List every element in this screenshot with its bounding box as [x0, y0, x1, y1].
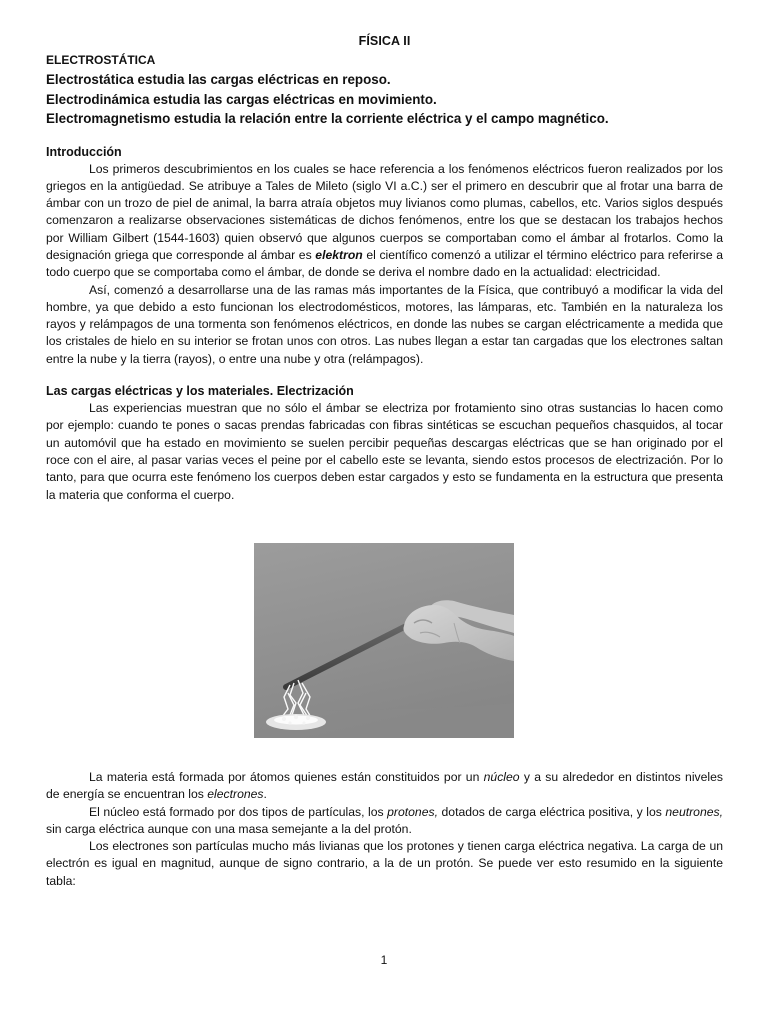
emphasis-protons: protones,: [387, 804, 438, 819]
rod-electrification-photo: [254, 543, 514, 738]
matter-paragraph-3: Los electrones son partículas mucho más livianas que los protones y tienen carga eléctrica negativa. La carga de un electrón es igual en magnitud, aunque de signo contrario, a la de un protón. Se puede ver esto resumido en la siguiente tabla:: [46, 839, 723, 888]
matter-paragraph-1: [46, 769, 723, 804]
emphasis-nucleus: núcleo: [483, 770, 520, 784]
matter-p1-text-b: y a su alrededor en distintos niveles de energía se encuentran los: [46, 770, 723, 802]
matter-p2-text-c: sin carga eléctrica aunque con una masa semejante a la del protón.: [46, 821, 412, 836]
matter-p1-text-c: .: [263, 787, 267, 802]
matter-p1-text-a: La materia está formada por átomos quienes están constituidos por un: [89, 770, 484, 784]
definition-electrostatics: Electrostática estudia las cargas eléctricas en reposo.: [46, 72, 391, 87]
intro-paragraph-2: Así, comenzó a desarrollarse una de las ramas más importantes de la Física, que contribuyó a modificar la vida del hombre, ya que debido a esto funcionan los electrodomésticos, motores, las lámparas, etc. También en la naturaleza los rayos y relámpagos de una tormenta son fenómenos eléctricos, en donde las nubes se cargan eléctricamente a medida que los cristales de hielo en su interior se frotan unos con otros. Las nubes llegan a estar tan cargadas que los electrones saltan entre la nube y la tierra (rayos), o entre una nube y otra (relámpagos).: [46, 282, 723, 366]
document-page: [46, 34, 723, 888]
intro-paragraph-1: [46, 161, 723, 282]
matter-paragraph-2: [46, 804, 723, 839]
page-number: 1: [380, 953, 388, 967]
matter-p2-text-b: dotados de carga eléctrica positiva, y los: [437, 804, 666, 819]
electrification-paragraph: Las experiencias muestran que no sólo el ámbar se electriza por frotamiento sino otras sustancias lo hacen como por ejemplo: cuando te pones o sacas prendas fabricadas con fibras sintéticas se escuchan pequeños chasquidos, al tocar un automóvil que ha estado en movimiento se suelen percibir pequeñas descargas eléctricas que se han originado por el roce con el aire, al pasar varias veces el peine por el cabello este se levanta, siendo estos procesos de electrización. Por lo tanto, para que ocurra este fenómeno los cuerpos deben estar cargados y esto se fundamenta en la estructura que presenta la materia que conforma el cuerpo.: [46, 401, 723, 502]
definition-electromagnetism: Electromagnetismo estudia la relación entre la corriente eléctrica y el campo magnético.: [46, 111, 609, 126]
matter-p2-text-a: El núcleo está formado por dos tipos de partículas, los: [89, 804, 388, 819]
emphasis-neutrons: neutrones,: [665, 804, 723, 819]
section-title-electrostatics: ELECTROSTÁTICA: [46, 53, 156, 67]
emphasis-elektron: elektron: [315, 247, 363, 262]
electrification-heading: Las cargas eléctricas y los materiales. Electrización: [46, 384, 354, 399]
intro-p1-text-a: Los primeros descubrimientos en los cuales se hace referencia a los fenómenos eléctricos fueron realizados por los griegos en la antigüedad. Se atribuye a Tales de Mileto (siglo VI a.C.) ser el primero en descubrir que al frotar una barra de ámbar con un trozo de piel de animal, la barra atraía objetos muy livianos como plumas, cabellos, etc. Varios siglos después comenzaron a realizarse observaciones sistemáticas de dichos fenómenos, entre los que se destacan los trabajos hechos por William Gilbert (1544-1603) quien observó que algunos cuerpos se comportaban como el ámbar al frotarlos. Como la designación griega que corresponde al ámbar es: [46, 161, 723, 262]
definition-electrodynamics: Electrodinámica estudia las cargas eléctricas en movimiento.: [46, 91, 437, 107]
photo-illustration: [254, 543, 514, 738]
matter-section: [46, 769, 723, 890]
emphasis-electrons: electrones: [207, 787, 264, 802]
intro-p1-text-b: el científico comenzó a utilizar el término eléctrico para referirse a todo cuerpo que se comportaba como el ámbar, de donde se deriva el nombre dado en la actualidad: electricidad.: [46, 247, 723, 280]
intro-heading: Introducción: [46, 144, 122, 159]
document-title: FÍSICA II: [358, 34, 411, 48]
